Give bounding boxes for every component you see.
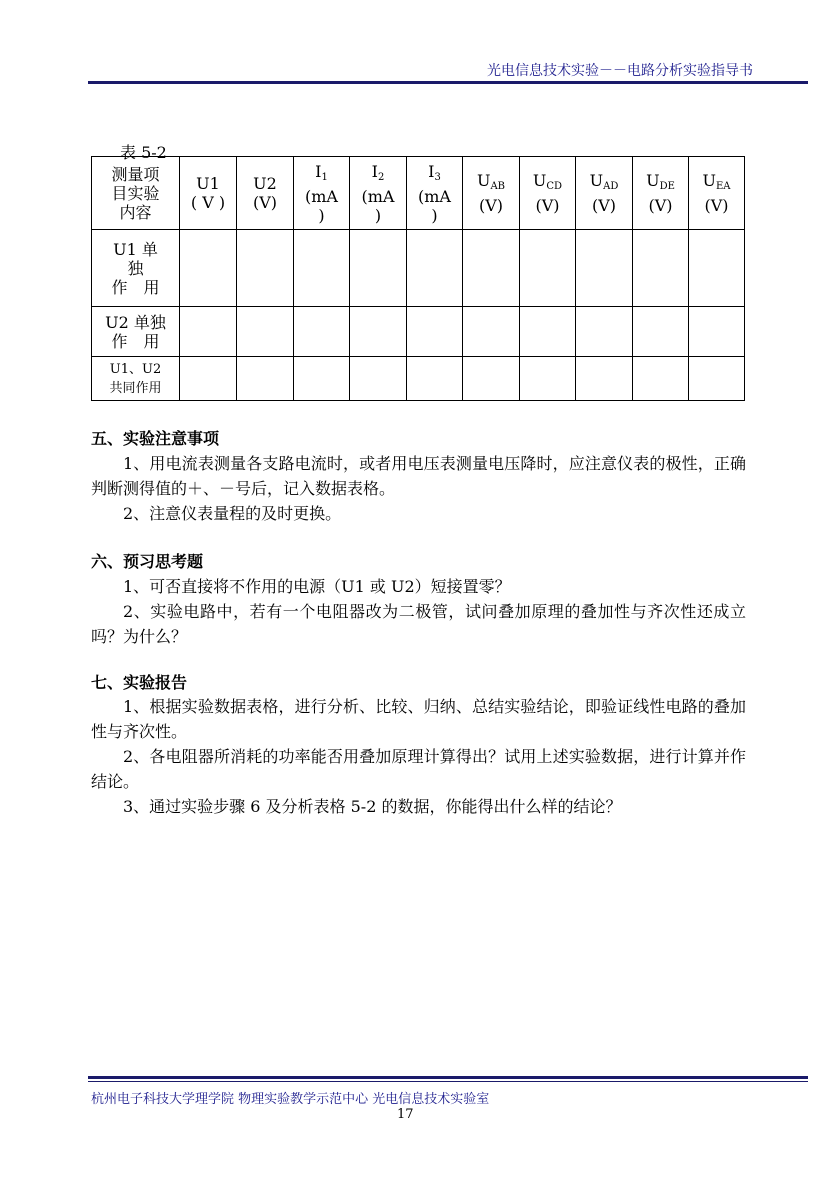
column-symbol: I: [371, 161, 378, 181]
table-cell: [633, 230, 689, 307]
column-header-uab: [463, 157, 520, 230]
precautions-item-2: 2、注意仪表量程的及时更换。: [123, 504, 342, 523]
table-cell: [576, 357, 633, 401]
column-symbol: U: [476, 171, 491, 190]
preview-question-1: 1、可否直接将不作用的电源（U1 或 U2）短接置零？: [123, 577, 511, 596]
row-label-u1-only: [92, 230, 180, 307]
table-cell: [463, 307, 520, 357]
column-header-i1: [294, 157, 350, 230]
section-heading-preview-questions: 六、预习思考题: [91, 552, 204, 571]
column-subscript: 1: [321, 171, 328, 183]
column-symbol: U: [589, 171, 604, 190]
column-subscript: 3: [434, 171, 441, 183]
column-unit: (V): [535, 196, 560, 215]
column-unit: (V): [252, 193, 278, 212]
table-cell: [407, 307, 463, 357]
section-heading-lab-report: 七、实验报告: [91, 673, 188, 692]
table-cell: [689, 307, 745, 357]
row-label-line: 独: [127, 258, 144, 278]
column-unit: (V): [704, 196, 729, 215]
footer-institution: 杭州电子科技大学理学院 物理实验教学示范中心 光电信息技术实验室: [91, 1092, 490, 1107]
corner-header-cell: [92, 157, 180, 230]
table-cell: [294, 230, 350, 307]
row-label-line: 作 用: [111, 277, 160, 297]
column-unit: (V): [591, 196, 617, 215]
column-subscript: CD: [546, 181, 563, 192]
column-header-uad: [576, 157, 633, 230]
table-cell: [689, 357, 745, 401]
column-subscript: EA: [715, 181, 731, 192]
preview-question-2: 2、实验电路中，若有一个电阻器改为二极管，试问叠加原理的叠加性与齐次性还成立吗？为什么？: [91, 602, 746, 646]
running-header-title: 光电信息技术实验－－电路分析实验指导书: [487, 63, 753, 79]
lab-report-item-2: 2、各电阻器所消耗的功率能否用叠加原理计算得出？试用上述实验数据，进行计算并作结论。: [91, 747, 746, 791]
row-label-line: 共同作用: [109, 380, 162, 396]
column-symbol: I: [428, 161, 435, 181]
column-header-ucd: [520, 157, 576, 230]
column-unit: (mA: [361, 186, 395, 206]
table-cell: [237, 307, 294, 357]
column-unit-close: ): [318, 205, 325, 225]
table-cell: [294, 307, 350, 357]
table-cell: [350, 357, 407, 401]
column-symbol: U: [702, 171, 716, 190]
table-cell: [407, 357, 463, 401]
table-cell: [576, 230, 633, 307]
column-unit: (V): [648, 196, 673, 215]
footer-rule-thin: [88, 1081, 808, 1082]
column-symbol: U: [532, 171, 547, 190]
column-unit-close: ): [431, 205, 438, 225]
section-heading-precautions: 五、实验注意事项: [91, 429, 220, 448]
table-cell: [180, 307, 237, 357]
lab-report-item-3: 3、通过实验步骤 6 及分析表格 5-2 的数据，你能得出什么样的结论？: [123, 797, 622, 816]
table-cell: [407, 230, 463, 307]
page-number: 17: [397, 1107, 414, 1122]
column-header-uea: [689, 157, 745, 230]
row-label-u1-u2-combined: [92, 357, 180, 401]
lab-report-item-1: 1、根据实验数据表格，进行分析、比较、归纳、总结实验结论，即验证线性电路的叠加性与齐次性。: [91, 697, 746, 741]
corner-header-line: 测量项: [111, 164, 160, 184]
table-row: [92, 357, 745, 401]
row-label-line: U1、U2: [109, 361, 162, 377]
row-label-u2-only: [92, 307, 180, 357]
table-cell: [520, 307, 576, 357]
column-header-i2: [350, 157, 407, 230]
table-caption: 表 5-2: [120, 143, 167, 162]
table-cell: [350, 230, 407, 307]
column-header-u2: [237, 157, 294, 230]
corner-header-line: 内容: [119, 202, 152, 222]
column-subscript: DE: [659, 181, 675, 192]
column-header-i3: [407, 157, 463, 230]
table-cell: [463, 230, 520, 307]
column-symbol: U: [646, 171, 660, 190]
column-header-u1: [180, 157, 237, 230]
row-label-line: U2 单独: [105, 312, 166, 332]
column-unit: (mA: [305, 186, 338, 206]
table-cell: [633, 357, 689, 401]
table-cell: [520, 357, 576, 401]
column-symbol: U2: [253, 174, 277, 193]
table-cell: [633, 307, 689, 357]
column-symbol: U1: [196, 174, 220, 193]
row-label-line: 作 用: [111, 331, 160, 351]
column-unit: (V): [478, 196, 504, 215]
table-row: [92, 230, 745, 307]
column-unit: ( V ): [190, 193, 226, 212]
precautions-item-1: 1、用电流表测量各支路电流时，或者用电压表测量电压降时，应注意仪表的极性，正确判断测得值的＋、－号后，记入数据表格。: [91, 454, 746, 498]
table-cell: [689, 230, 745, 307]
column-subscript: AD: [603, 181, 619, 192]
corner-header-line: 目实验: [111, 183, 160, 203]
table-cell: [294, 357, 350, 401]
table-row: [92, 307, 745, 357]
table-cell: [237, 357, 294, 401]
table-cell: [520, 230, 576, 307]
table-cell: [180, 230, 237, 307]
column-subscript: 2: [377, 171, 385, 183]
column-symbol: I: [315, 161, 322, 181]
column-unit-close: ): [374, 205, 382, 225]
row-label-line: U1 单: [113, 239, 158, 259]
header-rule: [88, 81, 808, 84]
table-cell: [576, 307, 633, 357]
table-cell: [237, 230, 294, 307]
table-cell: [180, 357, 237, 401]
measurement-table: [91, 156, 745, 401]
column-unit: (mA: [418, 186, 451, 206]
column-header-ude: [633, 157, 689, 230]
footer-rule: [88, 1076, 808, 1079]
column-subscript: AB: [490, 181, 506, 192]
table-cell: [463, 357, 520, 401]
table-header-row: [92, 157, 745, 230]
table-cell: [350, 307, 407, 357]
